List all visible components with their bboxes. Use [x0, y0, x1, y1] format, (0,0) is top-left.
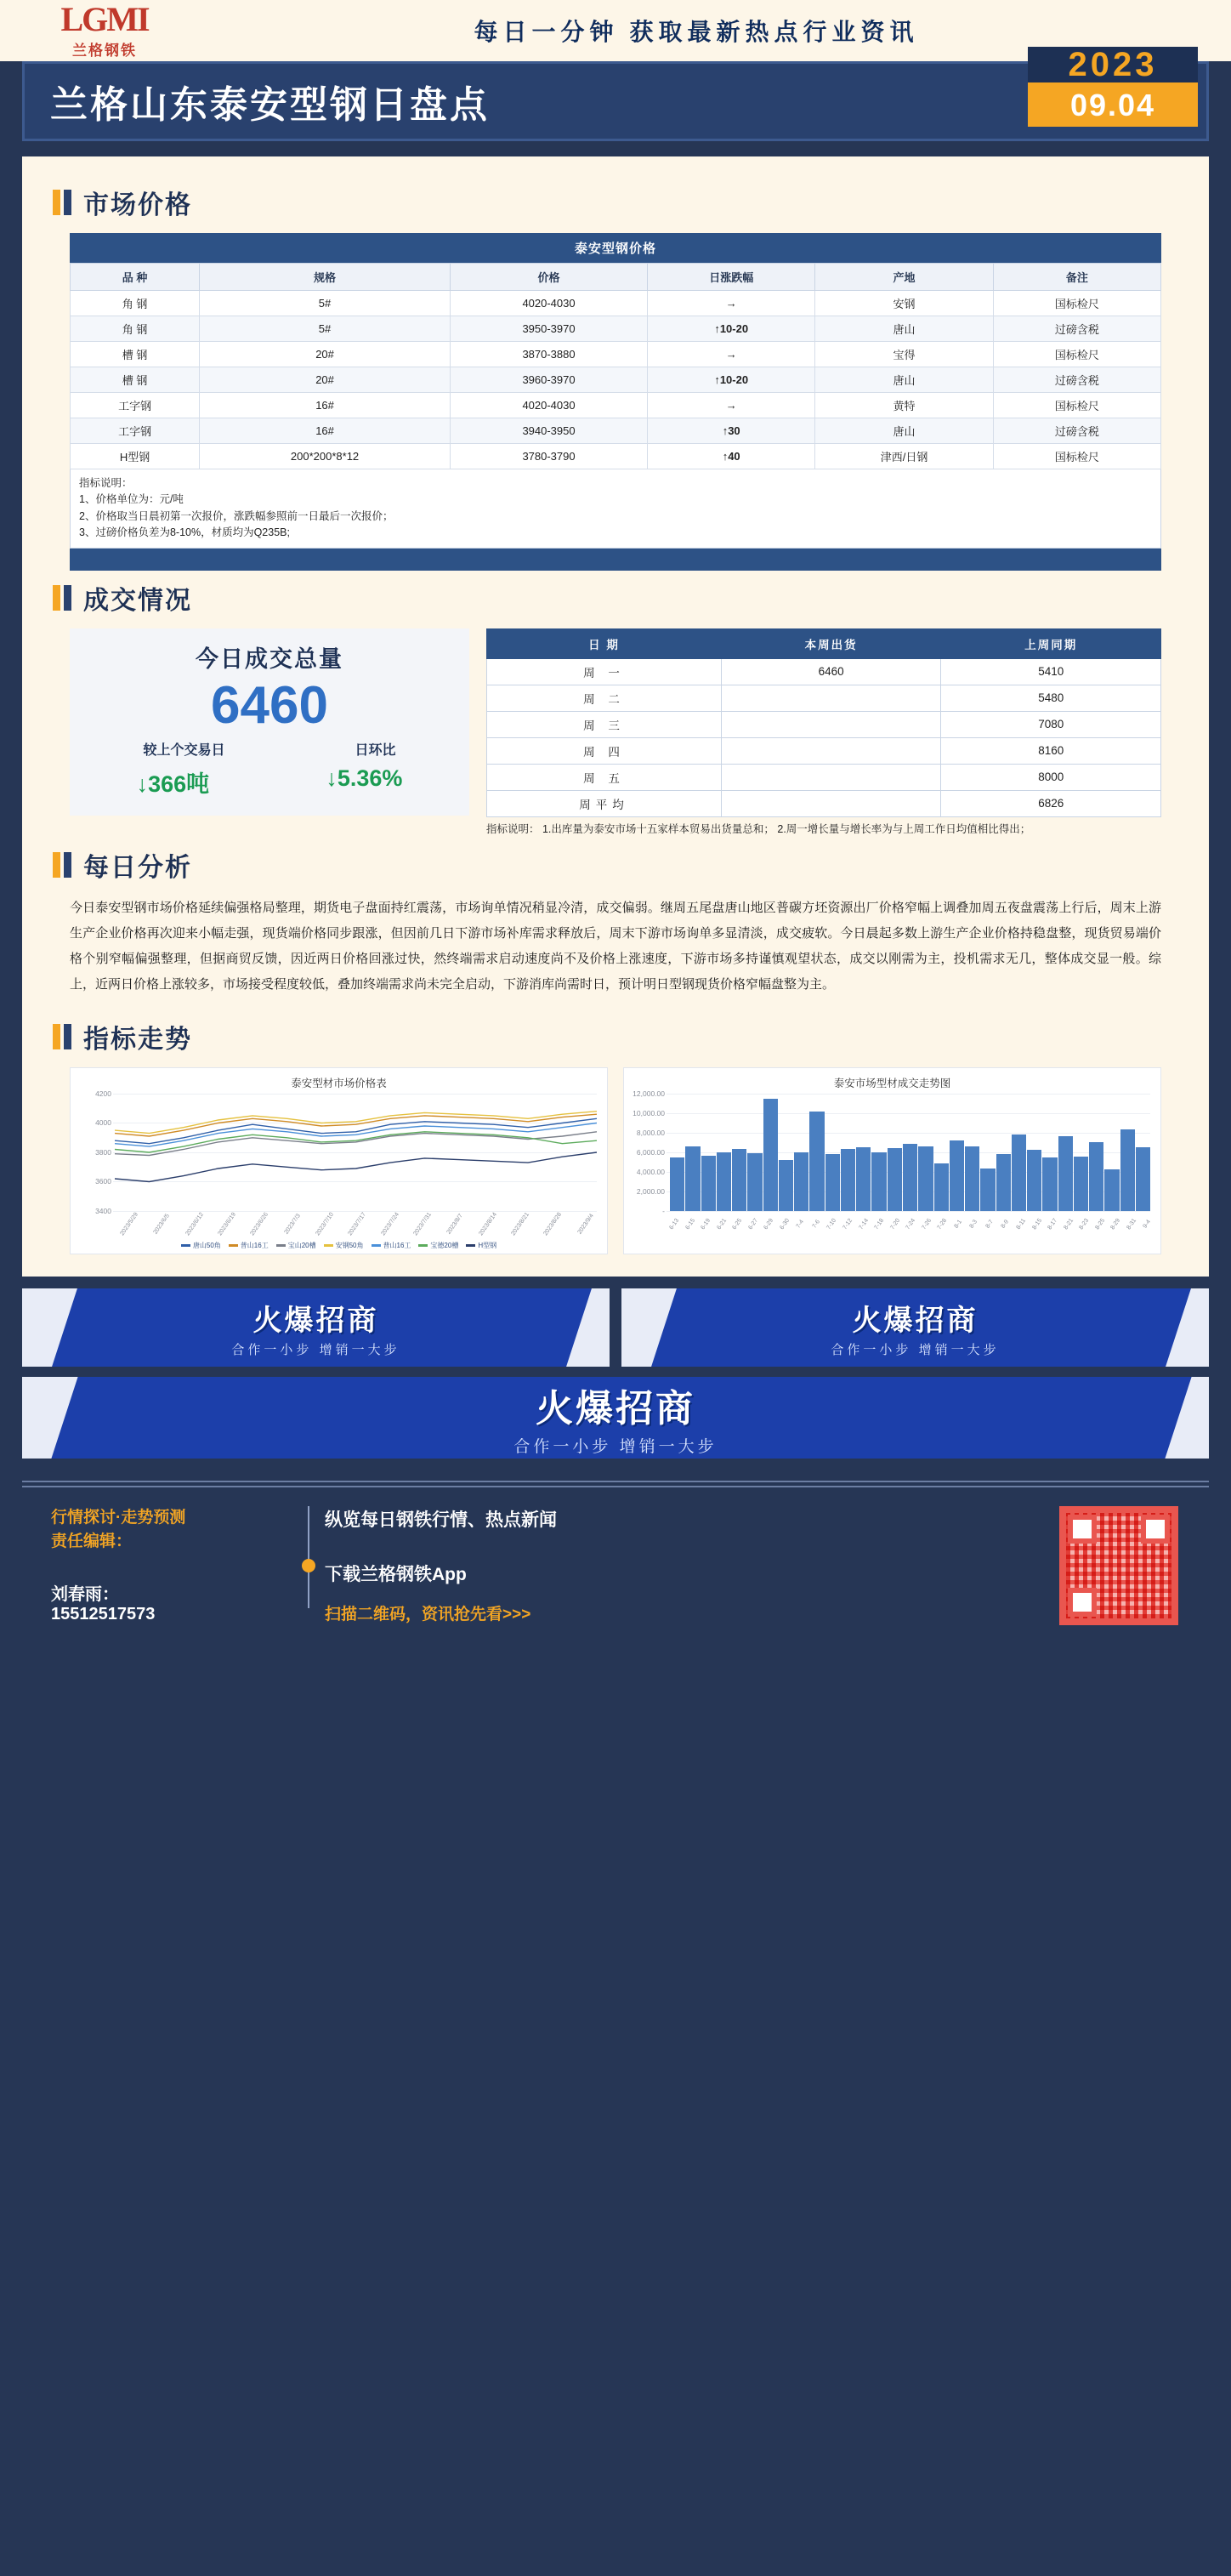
- blue-divider: [70, 549, 1161, 571]
- chart-bar: [934, 1163, 949, 1210]
- deal-cell-last: 7080: [941, 711, 1161, 737]
- deal-cell-this: 6460: [721, 658, 941, 685]
- price-cell-change: ↑40: [648, 444, 815, 469]
- table-row: [487, 764, 1161, 790]
- deal-cell-this: [721, 711, 941, 737]
- qr-code-icon[interactable]: [1059, 1506, 1178, 1625]
- table-row: [487, 790, 1161, 816]
- deal-total-value: 6460: [211, 675, 328, 735]
- chart-bar-title: 泰安市场型材成交走势图: [833, 1077, 951, 1089]
- chart-x-tick: 8-7: [984, 1218, 995, 1230]
- chart-x-tick: 2023/9/4: [576, 1212, 595, 1236]
- price-cell-note: 国标检尺: [993, 393, 1160, 418]
- chart-x-tick: 8-17: [1047, 1217, 1059, 1231]
- price-cell-note: 过磅含税: [993, 367, 1160, 393]
- footer-app-line3: 扫描二维码，资讯抢先看>>>: [325, 1605, 531, 1624]
- chart-y-tick: 4,000.00: [636, 1167, 665, 1176]
- chart-y-tick: 10,000.00: [633, 1108, 665, 1117]
- section-header-price: [53, 184, 1187, 221]
- chart-x-tick: 7-18: [873, 1217, 886, 1231]
- footer-editor-col: [22, 1506, 303, 1624]
- logo-text: LGMI: [60, 0, 149, 38]
- deal-cell-day: 周平均: [487, 790, 722, 816]
- chart-x-tick: 2023/8/14: [477, 1211, 498, 1237]
- price-cell-spec: 20#: [200, 342, 451, 367]
- slogan: 每日一分钟 获取最新热点行业资讯: [474, 20, 919, 46]
- price-cell-price: 3780-3790: [450, 444, 647, 469]
- footer-app-col: [303, 1506, 1059, 1624]
- chart-legend-item: 普山16工: [229, 1241, 269, 1250]
- price-table-caption: 泰安型钢价格: [70, 233, 1161, 263]
- price-cell-spec: 16#: [200, 393, 451, 418]
- table-row: [487, 711, 1161, 737]
- price-cell-origin: 津西/日钢: [815, 444, 994, 469]
- deal-col-last-week: 上周同期: [941, 628, 1161, 658]
- deal-table-header-row: [487, 628, 1161, 658]
- deal-cell-this: [721, 764, 941, 790]
- chart-bar: [1104, 1169, 1119, 1210]
- deal-cell-day: 周 三: [487, 711, 722, 737]
- deal-cell-day: 周 四: [487, 737, 722, 764]
- chart-x-tick: 6-30: [779, 1217, 791, 1231]
- price-note-line: 3、过磅价格负差为8-10%，材质均为Q235B;: [79, 526, 290, 539]
- chart-legend-item: 普山16工: [372, 1241, 411, 1250]
- col-variety: 品 种: [71, 264, 200, 291]
- chart-x-tick: 2023/5/29: [119, 1211, 139, 1237]
- deal-cell-last: 5410: [941, 658, 1161, 685]
- section-marker-icon: [53, 1024, 71, 1049]
- table-row: [71, 291, 1161, 316]
- footer-divider-bottom: [22, 1486, 1209, 1487]
- chart-line-legend: [76, 1241, 602, 1250]
- chart-bar: [670, 1157, 684, 1210]
- price-cell-price: 4020-4030: [450, 393, 647, 418]
- editor-phone[interactable]: 15512517573: [51, 1604, 156, 1624]
- chart-x-tick: 2023/7/24: [379, 1211, 400, 1237]
- price-cell-note: 国标检尺: [993, 444, 1160, 469]
- logo: [24, 0, 185, 60]
- col-change: 日涨跌幅: [648, 264, 815, 291]
- chart-x-tick: 8-11: [1015, 1217, 1028, 1231]
- deal-notes: 指标说明： 1.出库量为泰安市场十五家样本贸易出货量总和； 2.周一增长量与增长率为与上周工作日均值相比得出；: [486, 822, 1031, 835]
- chart-x-tick: 8-25: [1094, 1217, 1106, 1231]
- price-cell-note: 国标检尺: [993, 291, 1160, 316]
- chart-line-xaxis: [113, 1211, 602, 1237]
- chart-line-title: 泰安型材市场价格表: [291, 1077, 387, 1089]
- deal-cell-day: 周 二: [487, 685, 722, 711]
- price-cell-price: 3950-3970: [450, 316, 647, 342]
- chart-bar: [732, 1149, 746, 1210]
- chart-x-tick: 2023/6/19: [217, 1211, 237, 1237]
- price-cell-spec: 5#: [200, 316, 451, 342]
- ad-banner-3[interactable]: [22, 1377, 1209, 1459]
- deal-table: [486, 628, 1161, 817]
- chart-x-tick: 7-4: [795, 1218, 806, 1230]
- price-cell-origin: 唐山: [815, 316, 994, 342]
- table-row: [487, 685, 1161, 711]
- section-header-trend: [53, 1018, 1187, 1055]
- price-cell-origin: 宝得: [815, 342, 994, 367]
- deal-cell-last: 8160: [941, 737, 1161, 764]
- col-price: 价格: [450, 264, 647, 291]
- chart-x-tick: 2023/8/21: [510, 1211, 530, 1237]
- chart-bar: [717, 1152, 731, 1211]
- divider-dot-icon: [302, 1559, 315, 1572]
- price-cell-price: 3940-3950: [450, 418, 647, 444]
- table-row: [71, 418, 1161, 444]
- deal-row: [70, 628, 1161, 838]
- chart-bar: [903, 1144, 917, 1210]
- chart-x-tick: 7-6: [811, 1218, 821, 1230]
- chart-y-tick: 6,000.00: [636, 1147, 665, 1157]
- chart-bar: [763, 1099, 778, 1210]
- ad3-subtitle: 合作一小步 增销一大步: [513, 1438, 718, 1456]
- price-note-line: 2、价格取当日晨初第一次报价，涨跌幅参照前一日最后一次报价；: [79, 509, 394, 522]
- deal-cell-day: 周 五: [487, 764, 722, 790]
- price-cell-note: 国标检尺: [993, 342, 1160, 367]
- chart-y-tick: 4200: [95, 1089, 111, 1098]
- ad-banner-1[interactable]: [22, 1288, 610, 1367]
- deal-sub2-label: 日环比: [355, 742, 396, 758]
- chart-bar: [1120, 1129, 1135, 1210]
- chart-legend-item: 宝山20槽: [276, 1241, 316, 1250]
- chart-x-tick: 7-10: [825, 1217, 838, 1231]
- chart-bar: [1012, 1134, 1026, 1211]
- deal-cell-this: [721, 685, 941, 711]
- analysis-text: 今日泰安型钢市场价格延续偏强格局整理，期货电子盘面持红震荡，市场询单情况稍显冷清，成交偏弱。继周五尾盘唐山地区普碳方坯资源出厂价格窄幅上调叠加周五夜盘震荡上行后，周末上游生产企业价格再次迎来小幅走强，现货端价格同步跟涨，但因前几日下游市场补库需求释放后，周末下游市场询单多显清淡，成交疲软。今日晨起多数上游生产企业价格持稳盘整，现货贸易端价格个别窄幅偏强整理，但据商贸反馈，因近两日价格回涨过快，然终端需求启动速度尚不及价格上涨速度，下游市场多持谨慎观望状态，成交以刚需为主，投机需求无几，整体成交显一般。综上，近两日价格上涨较多，市场接受程度较低，叠加终端需求尚未完全启动，下游消库尚需时日，预计明日型钢现货价格窄幅盘整为主。: [70, 900, 1161, 992]
- chart-x-tick: 6-29: [763, 1217, 775, 1231]
- chart-y-tick: 2,000.00: [636, 1186, 665, 1196]
- chart-bar: [888, 1148, 902, 1211]
- chart-y-tick: 4000: [95, 1118, 111, 1127]
- chart-x-tick: 2023/8/28: [542, 1211, 564, 1237]
- price-cell-variety: 工字钢: [71, 418, 200, 444]
- price-cell-note: 过磅含税: [993, 316, 1160, 342]
- chart-line-price: [70, 1067, 608, 1254]
- section-marker-icon: [53, 190, 71, 215]
- ad2-subtitle: 合作一小步 增销一大步: [831, 1342, 1000, 1357]
- table-row: [71, 342, 1161, 367]
- price-cell-change: ↑30: [648, 418, 815, 444]
- chart-y-tick: 12,000.00: [633, 1089, 665, 1098]
- footer-line1: 行情探讨·走势预测: [51, 1508, 186, 1527]
- ad1-subtitle: 合作一小步 增销一大步: [231, 1342, 400, 1357]
- ads-block: [22, 1288, 1209, 1459]
- chart-x-tick: 8-31: [1126, 1217, 1138, 1231]
- footer-vertical-divider: [308, 1506, 309, 1608]
- chart-bar: [809, 1112, 824, 1210]
- chart-bar: [1136, 1147, 1150, 1210]
- price-cell-variety: H型钢: [71, 444, 200, 469]
- price-cell-spec: 200*200*8*12: [200, 444, 451, 469]
- chart-bar: [1027, 1150, 1041, 1210]
- chart-legend-item: H型钢: [466, 1241, 496, 1250]
- price-cell-origin: 黄特: [815, 393, 994, 418]
- chart-x-tick: 8-29: [1109, 1217, 1122, 1231]
- date-year: 2023: [1028, 47, 1198, 84]
- price-cell-note: 过磅含税: [993, 418, 1160, 444]
- chart-x-tick: 8-15: [1030, 1217, 1043, 1231]
- chart-bar: [918, 1146, 933, 1211]
- chart-x-tick: 6-21: [716, 1217, 728, 1231]
- price-note-line: 指标说明：: [79, 477, 133, 489]
- chart-y-tick: 8,000.00: [636, 1128, 665, 1137]
- footer-app-line2: 下载兰格钢铁App: [325, 1564, 467, 1584]
- price-cell-variety: 槽 钢: [71, 367, 200, 393]
- price-cell-variety: 角 钢: [71, 291, 200, 316]
- chart-x-tick: 2023/6/26: [249, 1211, 270, 1237]
- chart-bar: [1089, 1142, 1103, 1211]
- section-header-deal: [53, 579, 1187, 617]
- price-cell-price: 3960-3970: [450, 367, 647, 393]
- chart-x-tick: 7-14: [857, 1217, 870, 1231]
- chart-x-tick: 2023/6/12: [184, 1211, 205, 1237]
- chart-x-tick: 8-1: [953, 1218, 963, 1230]
- col-origin: 产地: [815, 264, 994, 291]
- section-title-trend: 指标走势: [83, 1025, 192, 1054]
- table-row: [71, 393, 1161, 418]
- price-cell-change: ↑10-20: [648, 367, 815, 393]
- chart-bar: [950, 1140, 964, 1211]
- deal-table-wrap: [486, 628, 1161, 838]
- ad2-title: 火爆招商: [852, 1305, 979, 1337]
- chart-x-tick: 7-20: [889, 1217, 901, 1231]
- chart-x-tick: 6-19: [700, 1217, 712, 1231]
- chart-legend-item: 宝德20槽: [418, 1241, 458, 1250]
- price-cell-change: →: [648, 342, 815, 367]
- price-table-wrap: [70, 233, 1161, 571]
- chart-x-tick: 8-9: [1000, 1218, 1011, 1230]
- date-day: 09.04: [1028, 84, 1198, 127]
- chart-bar: [1074, 1157, 1088, 1210]
- price-cell-change: →: [648, 291, 815, 316]
- section-marker-icon: [53, 852, 71, 878]
- deal-cell-last: 5480: [941, 685, 1161, 711]
- footer-divider-top: [22, 1481, 1209, 1482]
- section-title-analysis: 每日分析: [83, 853, 192, 882]
- price-cell-change: →: [648, 393, 815, 418]
- price-cell-variety: 槽 钢: [71, 342, 200, 367]
- table-row: [71, 316, 1161, 342]
- ad1-title: 火爆招商: [252, 1305, 379, 1337]
- chart-x-tick: 2023/8/7: [445, 1212, 465, 1236]
- price-cell-price: 4020-4030: [450, 291, 647, 316]
- price-cell-spec: 5#: [200, 291, 451, 316]
- footer: [22, 1481, 1209, 1647]
- price-note-line: 1、价格单位为：元/吨: [79, 493, 184, 506]
- chart-x-tick: 2023/7/17: [347, 1211, 368, 1237]
- content-card: [22, 156, 1209, 1277]
- chart-x-tick: 6-27: [747, 1217, 759, 1231]
- chart-bar: [685, 1146, 700, 1211]
- deal-sub1-value: ↓366吨: [136, 771, 210, 797]
- chart-bar: [841, 1149, 855, 1210]
- chart-bar: [701, 1156, 716, 1210]
- table-row: [71, 367, 1161, 393]
- chart-bar: [856, 1147, 871, 1211]
- chart-x-tick: 2023/7/31: [412, 1211, 433, 1237]
- chart-bar: [779, 1160, 793, 1211]
- page-title: 兰格山东泰安型钢日盘点: [50, 84, 490, 126]
- chart-bar: [871, 1152, 886, 1211]
- chart-x-tick: 9-4: [1142, 1218, 1153, 1230]
- footer-line2: 责任编辑：: [51, 1533, 133, 1550]
- chart-bar-plot: [629, 1089, 1155, 1220]
- chart-x-tick: 8-3: [968, 1218, 979, 1230]
- deal-total-label: 今日成交总量: [196, 645, 343, 672]
- price-cell-spec: 16#: [200, 418, 451, 444]
- chart-y-tick: -: [662, 1206, 665, 1215]
- chart-y-tick: 3800: [95, 1147, 111, 1157]
- chart-x-tick: 2023/6/5: [152, 1212, 172, 1236]
- chart-x-tick: 8-23: [1078, 1217, 1091, 1231]
- col-spec: 规格: [200, 264, 451, 291]
- deal-summary: [70, 628, 469, 816]
- price-cell-origin: 唐山: [815, 418, 994, 444]
- chart-x-tick: 8-21: [1063, 1217, 1075, 1231]
- deal-sub2-value: ↓5.36%: [326, 765, 403, 791]
- col-note: 备注: [993, 264, 1160, 291]
- chart-x-tick: 2023/7/10: [315, 1211, 335, 1237]
- table-row: [487, 658, 1161, 685]
- chart-x-tick: 6-25: [731, 1217, 744, 1231]
- deal-cell-last: 6826: [941, 790, 1161, 816]
- chart-x-tick: 6-13: [668, 1217, 681, 1231]
- deal-sub1-label: 较上个交易日: [143, 742, 225, 758]
- price-table: [70, 233, 1161, 469]
- chart-bar-xaxis: [667, 1217, 1155, 1231]
- deal-cell-this: [721, 790, 941, 816]
- chart-bar-volume: [623, 1067, 1161, 1254]
- chart-x-tick: 2023/7/3: [283, 1212, 302, 1236]
- price-table-header-row: [71, 264, 1161, 291]
- price-cell-variety: 工字钢: [71, 393, 200, 418]
- chart-legend-item: 安钢50角: [324, 1241, 364, 1250]
- chart-x-tick: 7-12: [842, 1217, 854, 1231]
- chart-y-tick: 3400: [95, 1206, 111, 1215]
- footer-app-line1: 纵览每日钢铁行情、热点新闻: [325, 1510, 557, 1530]
- chart-bar: [794, 1152, 808, 1211]
- deal-cell-last: 8000: [941, 764, 1161, 790]
- chart-bar: [996, 1154, 1011, 1211]
- table-row: [71, 444, 1161, 469]
- deal-col-date: 日 期: [487, 628, 722, 658]
- section-marker-icon: [53, 585, 71, 611]
- chart-bar: [747, 1153, 762, 1211]
- chart-x-tick: 7-26: [921, 1217, 933, 1231]
- section-title-deal: 成交情况: [83, 586, 192, 615]
- charts-row: [70, 1067, 1161, 1254]
- deal-cell-this: [721, 737, 941, 764]
- logo-subtext: 兰格钢铁: [72, 42, 137, 59]
- deal-cell-day: 周 一: [487, 658, 722, 685]
- price-cell-spec: 20#: [200, 367, 451, 393]
- deal-col-this-week: 本周出货: [721, 628, 941, 658]
- ad-banner-2[interactable]: [621, 1288, 1209, 1367]
- chart-bar: [825, 1154, 840, 1211]
- chart-bar: [1058, 1136, 1073, 1210]
- chart-line-plot: [76, 1089, 602, 1220]
- chart-legend-item: 唐山50角: [181, 1241, 221, 1250]
- price-cell-origin: 唐山: [815, 367, 994, 393]
- chart-bar: [980, 1169, 995, 1210]
- chart-y-tick: 3600: [95, 1177, 111, 1186]
- price-cell-origin: 安钢: [815, 291, 994, 316]
- section-title-price: 市场价格: [83, 191, 192, 219]
- table-row: [487, 737, 1161, 764]
- chart-bar: [1042, 1157, 1057, 1210]
- chart-bar: [965, 1146, 979, 1211]
- section-header-analysis: [53, 846, 1187, 884]
- editor-name: 刘春雨：: [51, 1584, 119, 1604]
- date-badge: [1028, 47, 1198, 127]
- chart-x-tick: 6-15: [684, 1217, 696, 1231]
- price-cell-change: ↑10-20: [648, 316, 815, 342]
- price-cell-variety: 角 钢: [71, 316, 200, 342]
- price-cell-price: 3870-3880: [450, 342, 647, 367]
- price-notes: [70, 469, 1161, 549]
- chart-x-tick: 7-28: [936, 1217, 949, 1231]
- chart-x-tick: 7-24: [905, 1217, 917, 1231]
- ad3-title: 火爆招商: [536, 1388, 695, 1430]
